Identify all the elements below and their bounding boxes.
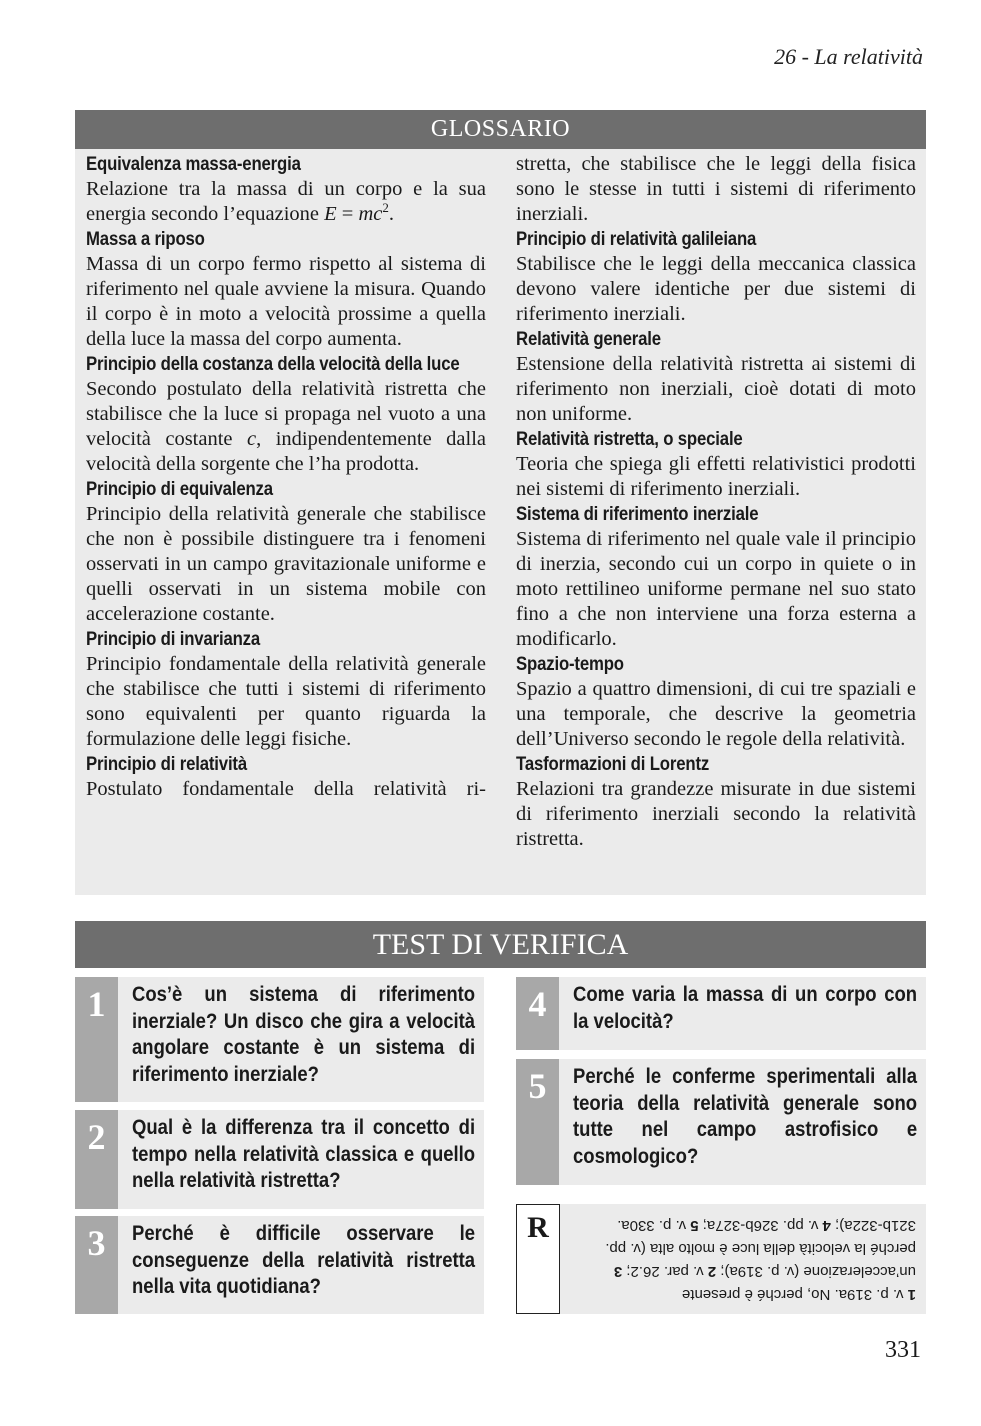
definition-text: , indipendentemente dalla velocità della sorgente che l’ha prodotta. — [86, 428, 486, 475]
glossary-term: Principio della costanza della velocità della luce — [86, 353, 460, 375]
question-text — [132, 982, 474, 1088]
question-text-content: Come varia la massa di un corpo con la velocità? — [573, 983, 918, 1033]
question-text-content: Qual è la differenza tra il concetto di tempo nella relatività classica e quello nella relatività ristretta? — [132, 1116, 476, 1192]
definition-text: . — [388, 203, 394, 225]
question-number: 1 — [75, 977, 118, 1102]
glossary-term: Sistema di riferimento inerziale — [516, 503, 759, 525]
answer-text: v. par. 26.2; — [622, 1263, 708, 1280]
question-number: 5 — [516, 1059, 559, 1185]
question-text-content: Perché le conferme sperimentali alla teoria della relatività generale sono tutte nel campo astrofisico e cosmologico? — [573, 1065, 918, 1168]
question-card — [75, 1110, 484, 1209]
running-head: 26 - La relatività — [774, 44, 923, 69]
glossary-definition: Stabilisce che le leggi della meccanica classica devono valere identiche per due sistemi di riferimento inerziali. — [516, 253, 916, 325]
glossary-term: Massa a riposo — [86, 228, 205, 250]
formula-variable: E — [324, 203, 337, 225]
answers-label: R — [516, 1204, 560, 1314]
question-card — [75, 977, 484, 1102]
answer-text: v. pp. 326b-327a; — [698, 1217, 823, 1234]
question-text — [573, 1064, 916, 1170]
definition-text: Relazione tra la massa di un corpo e la sua energia secondo l’equazione — [86, 178, 486, 225]
answers-box — [516, 1204, 926, 1314]
glossary-definition: Estensione della relatività ristretta ai sistemi di riferimento non inerziali, cioè dotati di moto non uniforme. — [516, 353, 916, 425]
definition-text: Secondo postulato della relatività ristretta che stabilisce che la luce si propaga nel vuoto a una velocità costante — [86, 378, 486, 450]
glossary-definition: Massa di un corpo fermo rispetto al sistema di riferimento nel quale avviene la misura. Quando il corpo è in moto a velocità prossime a quella della luce la massa del corpo aumenta. — [86, 253, 486, 350]
glossary-columns — [86, 152, 915, 885]
formula-variable: c — [247, 428, 257, 450]
glossary-definition: Principio della relatività generale che stabilisce che non è possibile distinguere tra i fenomeni osservati in un campo gravitazionale uniforme e quelli osservati in un sistema mobile con accelerazione costante. — [86, 503, 486, 625]
question-card — [516, 1059, 926, 1185]
question-number: 2 — [75, 1110, 118, 1209]
question-text — [132, 1221, 474, 1301]
page-number: 331 — [885, 1337, 921, 1363]
answers-upside-down-text — [576, 1214, 916, 1306]
answer-text: v. p. 330a. — [617, 1217, 691, 1234]
glossary-definition: Relazioni tra grandezze misurate in due sistemi di riferimento inerziali secondo la relatività ristretta. — [516, 778, 916, 850]
glossary-term: Principio di invarianza — [86, 628, 261, 650]
answer-number: 3 — [613, 1263, 623, 1280]
glossary-term: Principio di equivalenza — [86, 478, 273, 500]
glossary-right-column — [516, 152, 916, 852]
glossary-definition — [86, 177, 486, 227]
glossary-term: Equivalenza massa-energia — [86, 153, 301, 175]
glossary-definition: Sistema di riferimento nel quale vale il principio di inerzia, secondo cui un corpo in quiete o in moto rettilineo uniforme permane nel suo stato fino a che non interviene una forza esterna a modificarlo. — [516, 528, 916, 650]
question-card — [516, 977, 926, 1050]
glossary-definition: Principio fondamentale della relatività generale che stabilisce che tutti i sistemi di riferimento sono equivalenti per quanto riguarda la formulazione delle leggi fisiche. — [86, 653, 486, 750]
question-card — [75, 1216, 484, 1314]
question-number: 4 — [516, 977, 559, 1050]
glossary-definition-continuation: stretta, che stabilisce che le leggi della fisica sono le stesse in tutti i sistemi di riferimento inerziali. — [516, 153, 916, 225]
glossary-term: Principio di relatività — [86, 753, 247, 775]
answer-text: v. p. 319a. No, perché è presente un’accelerazione (v. p. 319a); — [681, 1263, 916, 1303]
formula-exponent: 2 — [382, 200, 389, 216]
glossary-term: Principio di relatività galileiana — [516, 228, 757, 250]
glossary-term: Relatività ristretta, o speciale — [516, 428, 743, 450]
test-title: TEST DI VERIFICA — [75, 921, 926, 968]
answer-number: 2 — [707, 1263, 717, 1280]
formula-operator: = — [336, 203, 359, 225]
formula-variable: mc — [358, 203, 383, 225]
glossary-box — [75, 110, 926, 895]
glossary-definition: Spazio a quattro dimensioni, di cui tre spaziali e una temporale, che descrive la geometria dell’Universo secondo le regole della relatività. — [516, 678, 916, 750]
question-text-content: Cos’è un sistema di riferimento inerziale? Un disco che gira a velocità angolare costante è un sistema di riferimento inerziale? — [132, 983, 476, 1086]
glossary-term: Relatività generale — [516, 328, 661, 350]
glossary-left-column — [86, 152, 486, 802]
answer-text: perché la velocità della luce è molto alta (v. pp. 321b-322a); — [605, 1217, 916, 1257]
question-text — [573, 982, 916, 1035]
answer-number: 5 — [690, 1217, 699, 1234]
answer-number: 4 — [822, 1217, 831, 1234]
question-text-content: Perché è difficile osservare le conseguenze della relatività ristretta nella vita quotidiana? — [132, 1222, 476, 1298]
glossary-definition — [86, 377, 486, 477]
answer-number: 1 — [907, 1286, 916, 1303]
glossary-definition: Postulato fondamentale della relatività ri- — [86, 778, 486, 800]
question-text — [132, 1115, 474, 1195]
glossary-definition: Teoria che spiega gli effetti relativistici prodotti nei sistemi di riferimento inerziali. — [516, 453, 916, 500]
question-number: 3 — [75, 1216, 118, 1314]
glossary-term: Tasformazioni di Lorentz — [516, 753, 710, 775]
glossary-title: GLOSSARIO — [75, 110, 926, 149]
glossary-term: Spazio-tempo — [516, 653, 624, 675]
